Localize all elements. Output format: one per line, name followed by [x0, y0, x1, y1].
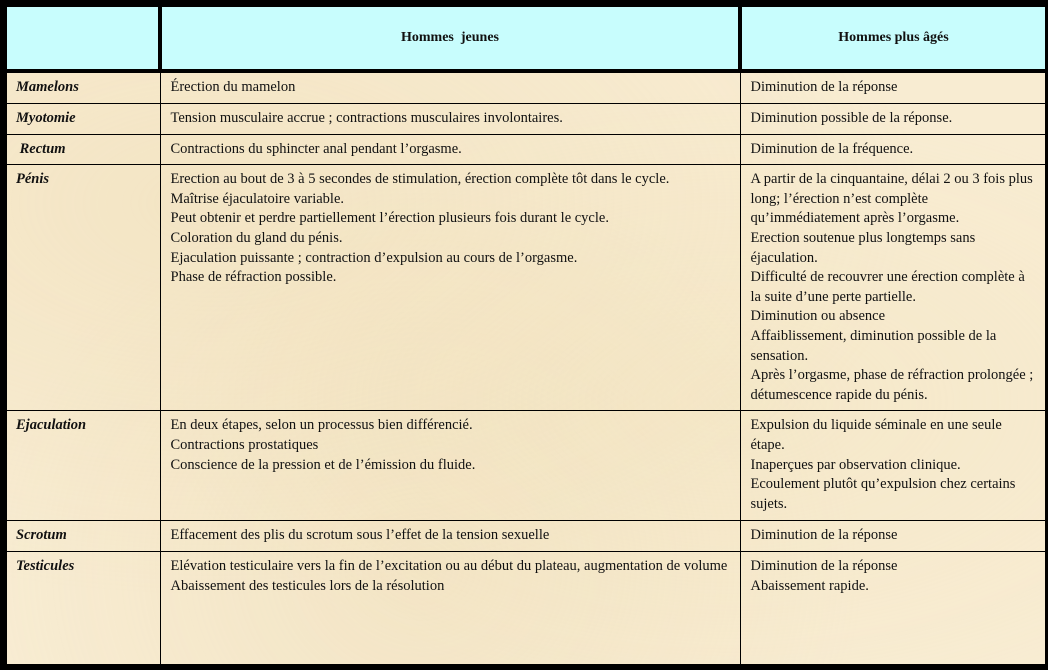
cell-line: Diminution ou absence: [750, 308, 886, 325]
row-label: Mamelons: [5, 71, 160, 104]
cell-line: Difficulté de recouvrer une érection complète à la suite d’une perte partielle.: [750, 269, 1025, 305]
header-older-men: Hommes plus âgés: [740, 5, 1047, 71]
header-young-men: Hommes jeunes: [160, 5, 740, 71]
table-row: [5, 551, 1047, 666]
young-cell: [160, 551, 740, 666]
older-cell: [740, 134, 1047, 165]
young-cell: [160, 165, 740, 411]
young-cell: [160, 411, 740, 521]
row-label: Scrotum: [5, 521, 160, 552]
cell-line: Diminution de la fréquence.: [750, 140, 914, 157]
cell-line: Tension musculaire accrue ; contractions musculaires involontaires.: [170, 110, 563, 126]
older-cell: [740, 104, 1047, 135]
cell-line: Ecoulement plutôt qu’expulsion chez certains sujets.: [750, 476, 1016, 512]
cell-line: Abaissement des testicules lors de la résolution: [170, 577, 445, 594]
older-cell: [740, 521, 1047, 552]
older-cell: [740, 165, 1047, 411]
cell-line: A partir de la cinquantaine, délai 2 ou 3 fois plus long; l’érection n’est complète qu’immédiatement après l’orgasme.: [750, 171, 1033, 227]
older-cell: [740, 71, 1047, 104]
row-label: Ejaculation: [5, 411, 160, 521]
cell-line: Conscience de la pression et de l’émission du fluide.: [170, 456, 476, 473]
cell-line: Après l’orgasme, phase de réfraction prolongée ; détumescence rapide du pénis.: [750, 367, 1034, 403]
row-label: Myotomie: [5, 104, 160, 135]
older-cell: [740, 551, 1047, 666]
cell-line: Abaissement rapide.: [750, 577, 869, 594]
row-label: Rectum: [5, 134, 160, 165]
cell-line: Inaperçues par observation clinique.: [750, 456, 961, 473]
table-row: [5, 165, 1047, 411]
cell-line: Ejaculation puissante ; contraction d’expulsion au cours de l’orgasme.: [170, 249, 578, 266]
cell-line: Erection soutenue plus longtemps sans éjaculation.: [750, 229, 976, 266]
young-cell: [160, 71, 740, 104]
cell-line: Affaiblissement, diminution possible de la sensation.: [750, 327, 997, 364]
table-row: [5, 411, 1047, 521]
cell-line: Erection au bout de 3 à 5 secondes de stimulation, érection complète tôt dans le cycle.: [170, 171, 670, 188]
young-cell: [160, 134, 740, 165]
table-row: [5, 104, 1047, 135]
table-row: [5, 134, 1047, 165]
cell-line: Maîtrise éjaculatoire variable.: [170, 190, 345, 207]
comparison-table: [3, 3, 1048, 668]
cell-line: Elévation testiculaire vers la fin de l’excitation ou au début du plateau, augmentation de volume: [170, 557, 728, 574]
young-cell: [160, 521, 740, 552]
cell-line: Diminution de la réponse: [750, 557, 898, 574]
cell-line: Diminution de la réponse: [750, 527, 898, 544]
cell-line: Effacement des plis du scrotum sous l’effet de la tension sexuelle: [170, 527, 550, 544]
table-row: [5, 71, 1047, 104]
cell-line: Peut obtenir et perdre partiellement l’érection plusieurs fois durant le cycle.: [170, 210, 609, 227]
cell-line: Contractions prostatiques: [170, 436, 319, 453]
row-label: Testicules: [5, 551, 160, 666]
cell-line: Phase de réfraction possible.: [170, 269, 337, 286]
cell-line: Expulsion du liquide séminale en une seule étape.: [750, 417, 1002, 453]
cell-line: En deux étapes, selon un processus bien différencié.: [170, 417, 473, 434]
cell-line: Coloration du gland du pénis.: [170, 229, 343, 246]
cell-line: Érection du mamelon: [170, 79, 296, 95]
cell-line: Contractions du sphincter anal pendant l’orgasme.: [170, 140, 462, 157]
header-row: [5, 5, 1047, 71]
cell-line: Diminution possible de la réponse.: [750, 110, 953, 126]
header-empty: [5, 5, 160, 71]
older-cell: [740, 411, 1047, 521]
row-label: Pénis: [5, 165, 160, 411]
table-row: [5, 521, 1047, 552]
young-cell: [160, 104, 740, 135]
cell-line: Diminution de la réponse: [750, 79, 898, 95]
